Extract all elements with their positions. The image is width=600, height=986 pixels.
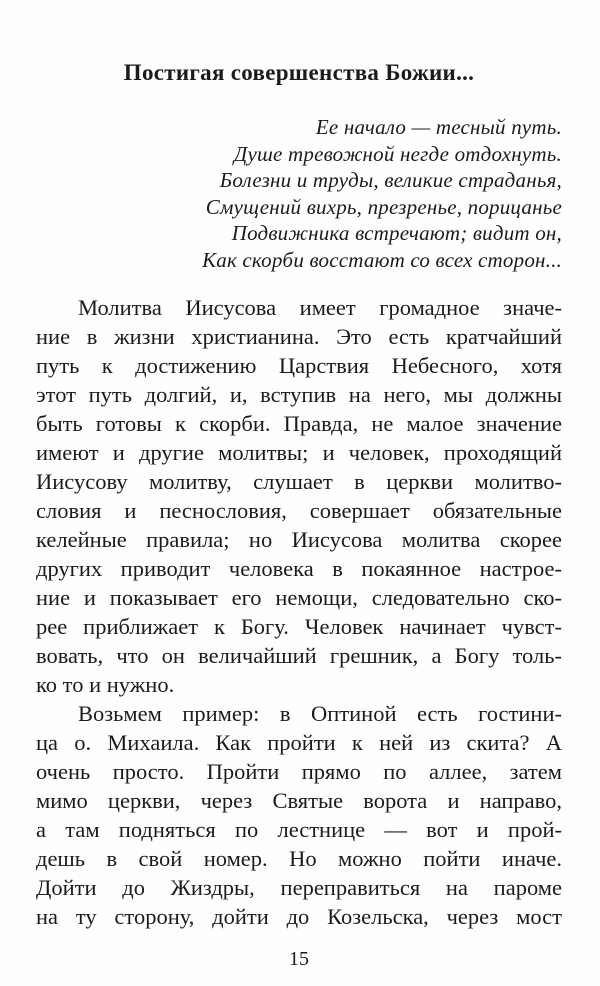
text-line: ца о. Михаила. Как пройти к ней из скита? А [36,730,562,755]
text-line: мимо церкви, через Святые ворота и направо, [36,788,562,813]
paragraph [36,293,562,699]
text-line: Смущений вихрь, презренье, порицанье [205,194,562,219]
text-line: словия и песнословия, совершает обязательные [36,498,562,523]
text-line: Ее начало — тесный путь. [315,115,562,139]
text-line: ние в жизни христианина. Это есть кратчайший [36,324,562,349]
text-line: Как скорби восстают со всех сторон... [202,247,562,272]
text-line: имеют и другие молитвы; и человек, проходящий [36,440,562,465]
text-line: а там подняться по лестнице — вот и прой- [36,817,562,842]
text-line: на ту сторону, дойти до Козельска, через мост [36,904,562,929]
text-line: Подвижника встречают; видит он, [231,221,562,245]
text-line: вовать, что он величайший грешник, а Богу толь- [36,643,562,668]
text-line: Дойти до Жиздры, переправиться на пароме [36,875,562,900]
chapter-title: Постигая совершенства Божии... [123,60,475,85]
text-line: ние и показывает его немощи, следовательно ско- [36,585,562,610]
text-line: Возьмем пример: в Оптиной есть гостини- [78,701,562,726]
text-line: ко то и нужно. [36,672,175,697]
text-line: Молитва Иисусова имеет громадное значе- [78,295,562,320]
text-line: Болезни и труды, великие страданья, [219,168,562,192]
page-number: 15 [289,948,309,970]
paragraph [36,699,562,931]
epigraph-poem [36,114,562,273]
body-text [36,293,562,931]
text-line: дешь в свой номер. Но можно пойти иначе. [36,846,562,871]
text-line: келейные правила; но Иисусова молитва скорее [36,527,562,552]
text-line: очень просто. Пройти прямо по аллее, затем [36,759,562,784]
text-line: рее приближает к Богу. Человек начинает чувст- [36,614,562,639]
text-line: путь к достижению Царствия Небесного, хотя [36,353,562,378]
text-line: Душе тревожной негде отдохнуть. [233,141,562,166]
text-line: быть готовы к скорби. Правда, не малое значение [36,411,562,436]
text-line: этот путь долгий, и, вступив на него, мы должны [36,382,562,407]
text-line: Иисусову молитву, слушает в церкви молитво- [36,469,562,494]
text-line: других приводит человека в покаянное настрое- [36,556,562,581]
